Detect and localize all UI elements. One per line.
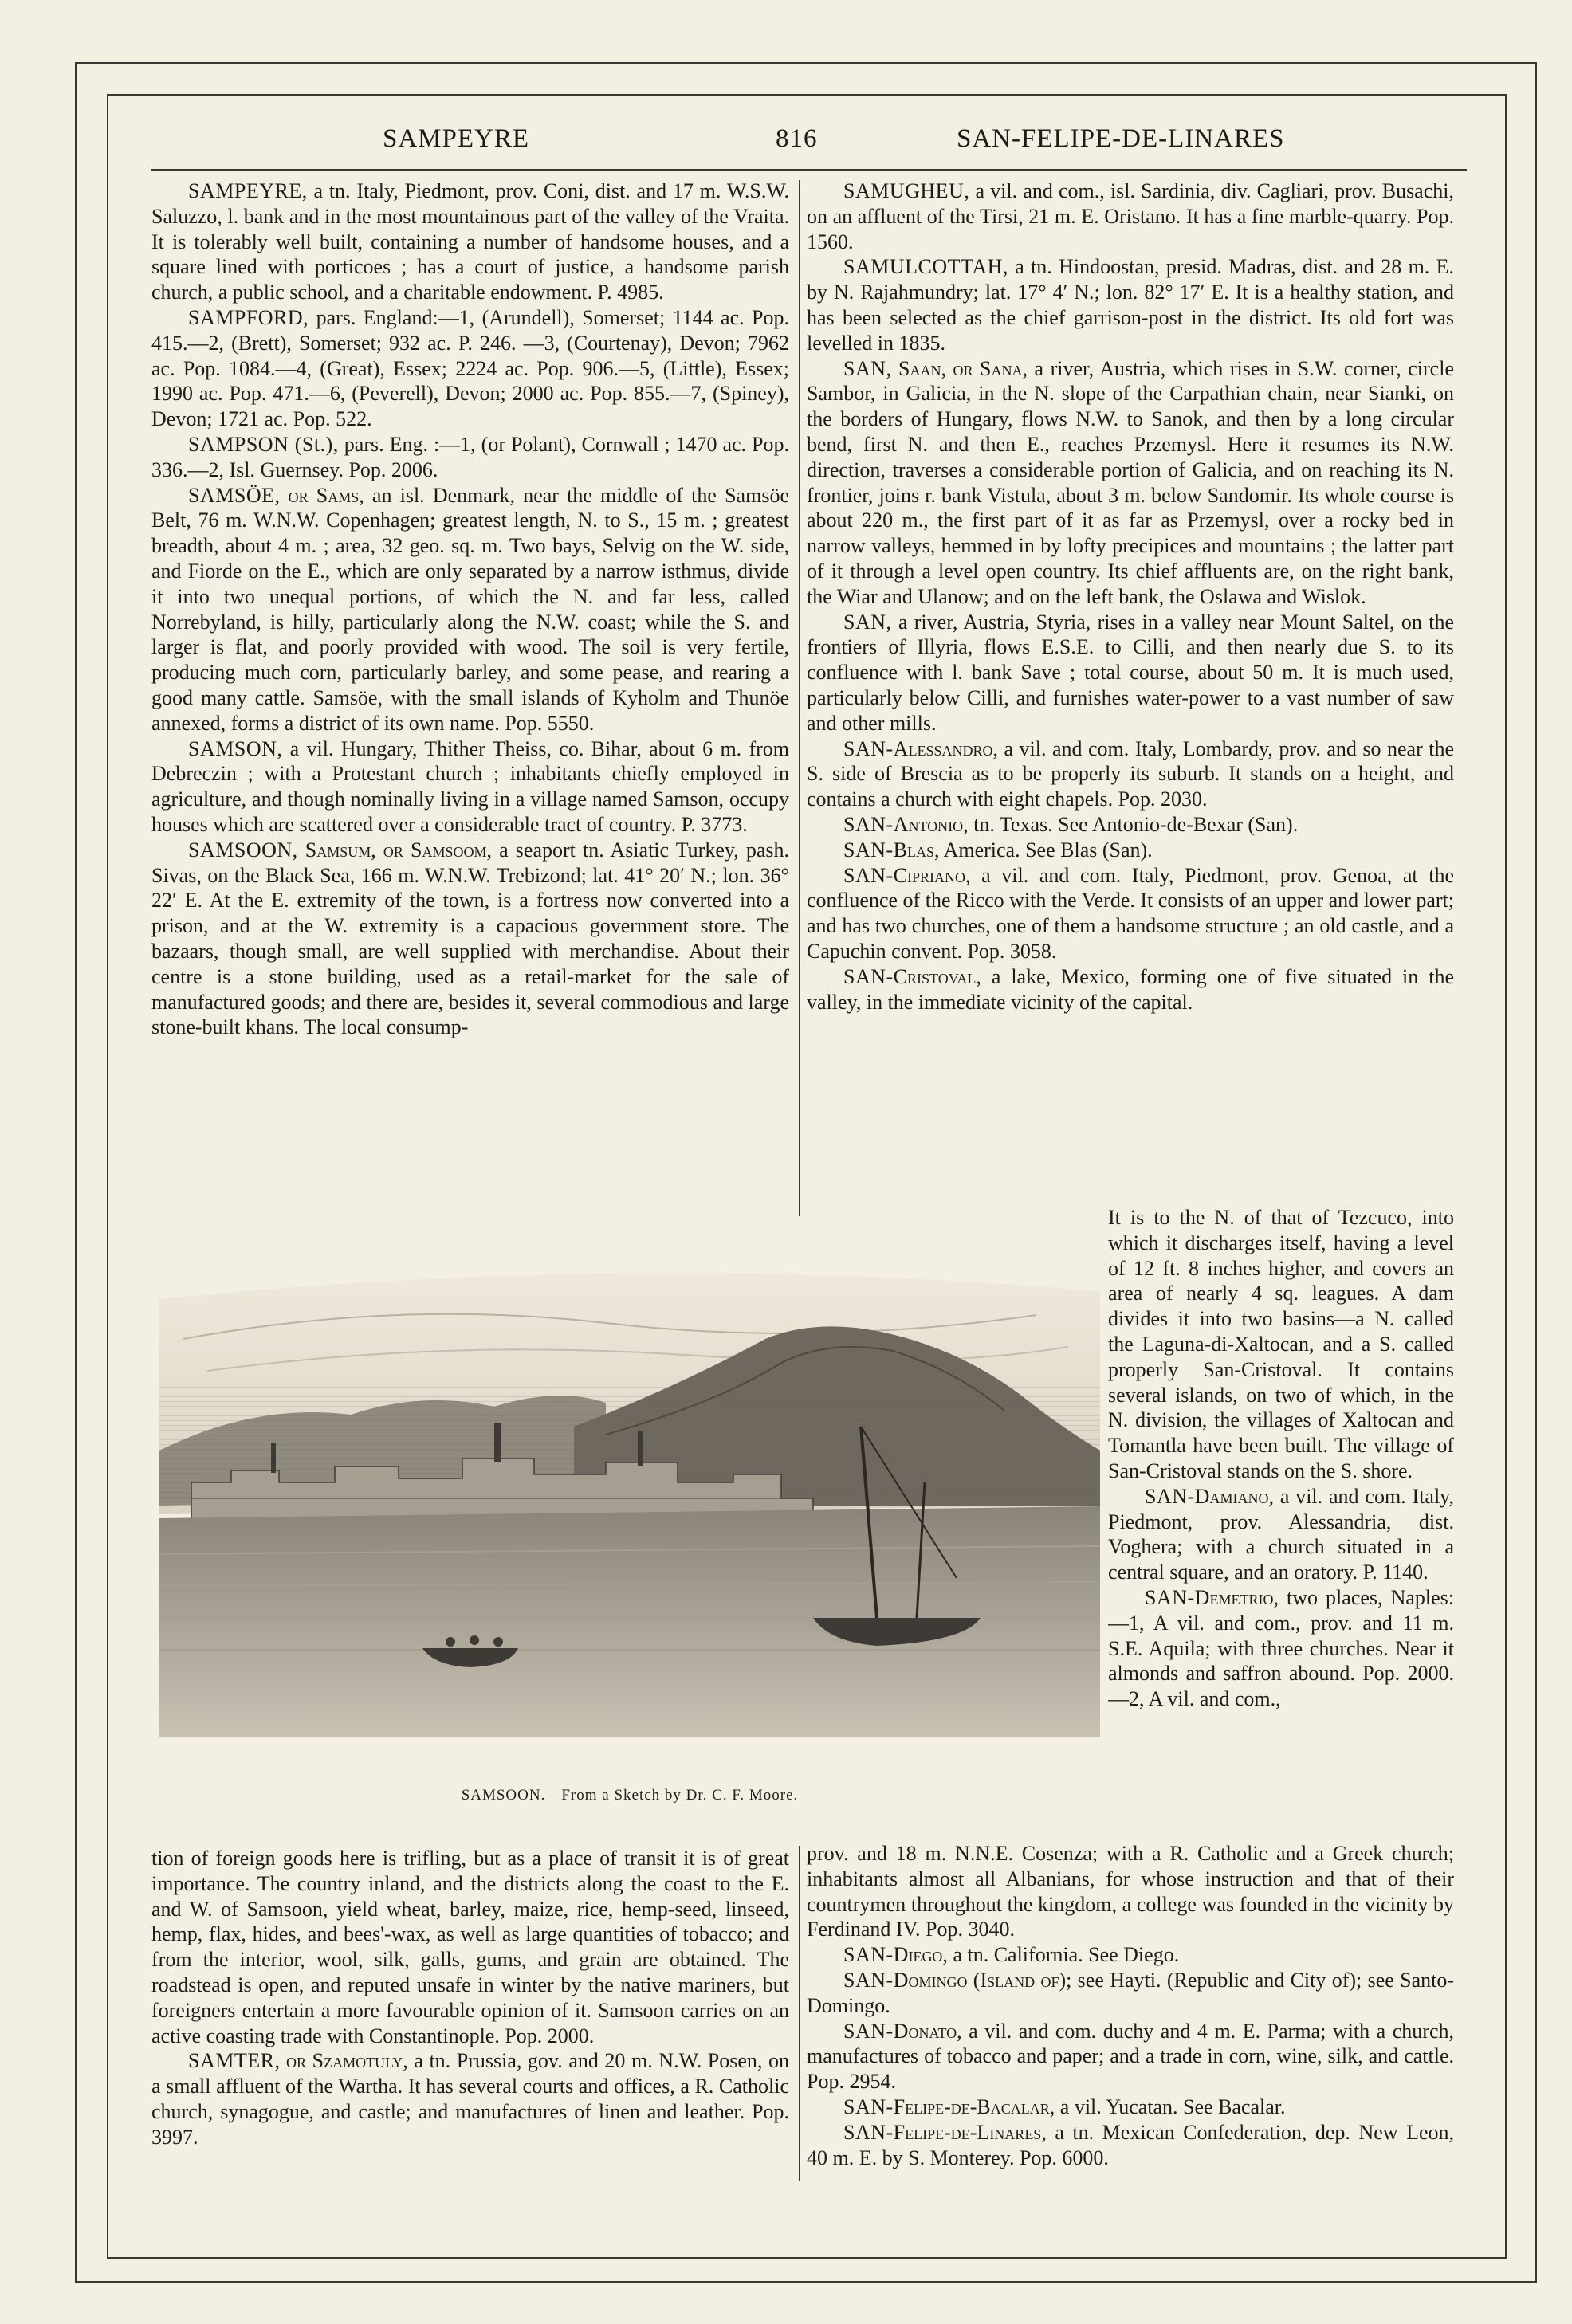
entry-text: see Hayti. (Republic and City of); see Santo-Domingo. [807, 1968, 1454, 2017]
entry-text: a vil. and com., isl. Sardinia, div. Cagliari, prov. Busachi, on an affluent of the Tirsi, 21 m. E. Oristano. It has a fine marble-quarry. Pop. 1560. [807, 179, 1454, 253]
entry-text: a vil. Hungary, Thither Theiss, co. Bihar, about 6 m. from Debreczin ; with a Protestant church ; inhabitants chiefly employed in agriculture, and though nominally living in a village named Samson, occupy houses which are scattered over a considerable tract of country. P. 3773. [151, 736, 789, 836]
entry-samulcottah [807, 254, 1454, 355]
column-divider-bottom [799, 1846, 800, 2181]
entry-text: two places, Naples:—1, A vil. and com., prov. and 11 m. S.E. Aquila; with three churches. Near it almonds and saffron abound. Pop. 2000.—2, A vil. and com., [1108, 1585, 1454, 1711]
right-column-wrap [1108, 1205, 1454, 1835]
page-number: 816 [776, 124, 818, 153]
entry-text: pars. Eng. :—1, (or Polant), Cornwall ; 1470 ac. Pop. 336.—2, Isl. Guernsey. Pop. 2006. [151, 432, 789, 481]
entry-san-river-styria [807, 610, 1454, 736]
headword: SAN- [843, 964, 894, 988]
entry-san-antonio [807, 812, 1454, 838]
headword: SAN- [843, 2120, 894, 2144]
entry-san-blas [807, 838, 1454, 863]
entry-san-damiano [1108, 1484, 1454, 1585]
samsoon-illustration [159, 1243, 1100, 1737]
entry-san-river-galicia [807, 356, 1454, 610]
headword: SAMPEYRE, [188, 179, 308, 202]
entry-san-cristoval [807, 964, 1454, 1015]
right-column-top [807, 179, 1454, 1203]
header-left-term: SAMPEYRE [383, 124, 530, 153]
variant-name: Damiano, [1194, 1484, 1274, 1508]
left-column-bottom [151, 1846, 789, 2181]
entry-text: a river, Austria, Styria, rises in a valley near Mount Saltel, on the frontiers of Illyria, flows E.S.E. to Cilli, and then nearly due S. to its confluence with l. bank Save ; total course, about 50 m. It is much used, particularly below Cilli, and furnishes water-power to a vast number of saw and other mills. [807, 610, 1454, 735]
headword: SAMSOON, [188, 838, 298, 862]
variant-name: or Sams, [280, 483, 364, 507]
entry-samson [151, 736, 789, 838]
left-column-top [151, 179, 789, 1215]
variant-name: Cipriano, [893, 863, 971, 887]
entry-text: a tn. Italy, Piedmont, prov. Coni, dist. and 17 m. W.S.W. Saluzzo, l. bank and in the most mountainous part of the valley of the Vraita. It is tolerably well built, containing a number of handsome houses, and a square lined with porticoes ; has a court of justice, a handsome parish church, a public school, and a charitable endowment. P. 4985. [151, 179, 789, 304]
entry-san-domingo [807, 1968, 1454, 2019]
variant-name: Demetrio, [1194, 1585, 1279, 1609]
header-right-term: SAN-FELIPE-DE-LINARES [957, 124, 1285, 153]
entry-samter [151, 2048, 789, 2149]
headword: SAN- [1145, 1484, 1195, 1508]
entry-samsoe [151, 483, 789, 736]
entry-san-cristoval-continued: It is to the N. of that of Tezcuco, into which it discharges itself, having a level of 12 ft. 8 inches higher, and covers an area of nearly 4 sq. leagues. A dam divides it into two basins—a N. called the Laguna-di-Xaltocan, and a S. called properly San-Cristoval. It contains several islands, on two of which, in the N. division, the villages of Xaltocan and Tomantla have been built. The village of San-Cristoval stands on the S. shore. [1108, 1206, 1454, 1482]
entry-text: a vil. and com. duchy and 4 m. E. Parma; with a church, manufactures of tobacco and paper; and a trade in corn, wine, silk, and cattle. Pop. 2954. [807, 2019, 1454, 2094]
figure-caption: SAMSOON.—From a Sketch by Dr. C. F. Moore. [461, 1787, 799, 1804]
entry-text: a lake, Mexico, forming one of five situated in the valley, in the immediate vicinity of the capital. [807, 964, 1454, 1014]
headword: SAN, [843, 356, 892, 380]
headword: SAMUGHEU, [843, 179, 970, 202]
variant-name: Domingo (Island of); [893, 1968, 1072, 1992]
running-header [151, 124, 1467, 159]
right-column-bottom [807, 1841, 1454, 2184]
entry-sampeyre [151, 179, 789, 305]
entry-text: a vil. and com. Italy, Piedmont, prov. Alessandria, dist. Voghera; with a church situated in a central square, and an oratory. P. 1140. [1108, 1484, 1454, 1584]
variant-name: Cristoval, [893, 964, 981, 988]
entry-san-felipe-de-linares [807, 2120, 1454, 2171]
entry-san-demetrio [1108, 1585, 1454, 1712]
headword: SAN- [843, 838, 894, 862]
entry-text: a tn. California. See Diego. [947, 1943, 1180, 1967]
entry-samsoon-continued: tion of foreign goods here is trifling, but as a place of transit it is of great importance. The country inland, and the districts along the coast to the E. and W. of Samsoon, yield wheat, barley, maize, rice, hemp-seed, linseed, hemp, flax, hides, and bees'-wax, as well as large quantities of tobacco; and from the interior, wool, silk, galls, gums, and grain are obtained. The roadstead is open, and reputed unsafe in winter by the native mariners, but foreigners entertain a more favourable opinion of it. Samsoon carries on an active coasting trade with Constantinople. Pop. 2000. [151, 1847, 789, 2047]
entry-text: a vil. and com. Italy, Lombardy, prov. and so near the S. side of Brescia as to be properly its suburb. It stands on a height, and contains a church with eight chapels. Pop. 2030. [807, 736, 1454, 811]
headword: SAMPSON (St.), [188, 432, 339, 456]
variant-name: or Szamotuly, [280, 2049, 408, 2073]
entry-text: a vil. and com. Italy, Piedmont, prov. Genoa, at the confluence of the Ricco with the Verde. It consists of an upper and lower part; and has two churches, one of them a handsome structure ; an old castle, and a Capuchin convent. Pop. 3058. [807, 863, 1454, 963]
entry-samsoon [151, 838, 789, 1040]
entry-san-diego [807, 1942, 1454, 1968]
entry-text: a tn. Mexican Confederation, dep. New Leon, 40 m. E. by S. Monterey. Pop. 6000. [807, 2120, 1454, 2169]
headword: SAN- [1145, 1585, 1195, 1609]
entry-san-demetrio-continued: prov. and 18 m. N.N.E. Cosenza; with a R. Catholic and a Greek church; inhabitants almost all Albanians, for whose instruction and that of their countrymen throughout the kingdom, a college was founded in the vicinity by Ferdinand IV. Pop. 3040. [807, 1842, 1454, 1941]
entry-text: a vil. Yucatan. See Bacalar. [1055, 2094, 1286, 2118]
entry-san-cipriano [807, 863, 1454, 964]
entry-sampford [151, 305, 789, 432]
entry-text: a tn. Hindoostan, presid. Madras, dist. and 28 m. E. by N. Rajahmundry; lat. 17° 4′ N.; lon. 82° 17′ E. It is a healthy station, and has been selected as the chief garrison-post in the district. Its old fort was levelled in 1835. [807, 255, 1454, 355]
variant-name: Felipe-de-Linares, [893, 2120, 1047, 2144]
variant-name: Antonio, [893, 812, 969, 836]
entry-san-felipe-de-bacalar [807, 2094, 1454, 2120]
entry-text: a river, Austria, which rises in S.W. corner, circle Sambor, in Galicia, in the N. slope of the Carpathian chain, near Sianki, on the borders of Hungary, flows N.W. to Sanok, and then by a long circular bend, first N. and then E., reaches Przemysl. Here it resumes its N.W. direction, traverses a considerable portion of Galicia, and on reaching its N. frontier, joins r. bank Vistula, about 3 m. below Sandomir. Its whole course is about 220 m., the first part of it as far as Przemysl, over a rocky bed in narrow valleys, hemmed in by lofty precipices and mountains ; the latter part of it through a level open country. Its chief affluents are, on the right bank, the Wiar and Ulanow; and on the left bank, the Oslawa and Wislok. [807, 356, 1454, 608]
entry-san-donato [807, 2019, 1454, 2094]
headword: SAN- [843, 1943, 894, 1967]
variant-name: Alessandro, [893, 736, 998, 760]
headword: SAN, [843, 610, 892, 634]
header-rule [151, 169, 1467, 171]
column-divider-top [799, 180, 800, 1216]
variant-name: Blas, [893, 838, 940, 862]
headword: SAMSON, [188, 736, 283, 760]
variant-name: Samsum, or Samsoom, [297, 838, 492, 862]
entry-san-alessandro [807, 736, 1454, 812]
headword: SAMTER, [188, 2049, 281, 2073]
entry-text: a seaport tn. Asiatic Turkey, pash. Sivas, on the Black Sea, 166 m. W.N.W. Trebizond; lat. 41° 20′ N.; lon. 36° 22′ E. At the E. extremity of the town, is a fortress now converted into a prison, and at the W. extremity is a capacious government store. The bazaars, though small, are well supplied with merchandise. About their centre is a stone building, used as a retail-market for the sale of manufactured goods; and there are, besides it, several commodious and large stone-built khans. The local consump- [151, 838, 789, 1039]
variant-name: Diego, [893, 1943, 948, 1967]
headword: SAN- [843, 863, 894, 887]
entry-samugheu [807, 179, 1454, 254]
entry-text: pars. England:—1, (Arundell), Somerset; 1144 ac. Pop. 415.—2, (Brett), Somerset; 932 ac. P. 246. —3, (Courtenay), Devon; 7962 ac. Pop. 1084.—4, (Great), Essex; 2224 ac. Pop. 906.—5, (Little), Essex; 1990 ac. Pop. 471.—6, (Peverell), Devon; 2000 ac. Pop. 855.—7, (Spiney), Devon; 1721 ac. Pop. 522. [151, 305, 789, 431]
entry-text: an isl. Denmark, near the middle of the Samsöe Belt, 76 m. W.N.W. Copenhagen; greatest length, N. to S., 15 m. ; greatest breadth, about 4 m. ; area, 32 geo. sq. m. Two bays, Selvig on the W. side, and Fiorde on the E., which are only separated by a narrow isthmus, divide it into two unequal portions, of which the N. and far less, called Norrebyland, is hilly, particularly along the N.W. coast; while the S. and larger is flat, and poorly provided with wood. The soil is very fertile, producing much corn, particularly barley, and some pease, and rearing a good many cattle. Samsöe, with the small islands of Kyholm and Thunöe annexed, forms a district of its own name. Pop. 5550. [151, 483, 789, 735]
headword: SAN- [843, 2094, 894, 2118]
headword: SAMULCOTTAH, [843, 255, 1008, 279]
engraving-image [159, 1243, 1100, 1737]
headword: SAN- [843, 2019, 894, 2043]
headword: SAN- [843, 1968, 894, 1992]
headword: SAMSÖE, [188, 483, 281, 507]
entry-sampson [151, 432, 789, 483]
entry-text: tn. Texas. See Antonio-de-Bexar (San). [968, 812, 1299, 836]
headword: SAN- [843, 736, 894, 760]
variant-name: Donato, [893, 2019, 962, 2043]
headword: SAMPFORD, [188, 305, 309, 329]
variant-name: Felipe-de-Bacalar, [893, 2094, 1055, 2118]
headword: SAN- [843, 812, 894, 836]
entry-text: a tn. Prussia, gov. and 20 m. N.W. Posen, on a small affluent of the Wartha. It has several courts and offices, a R. Catholic church, synagogue, and castle; and manufactures of linen and leather. Pop. 3997. [151, 2049, 789, 2149]
entry-text: America. See Blas (San). [939, 838, 1153, 862]
variant-name: Saan, or Sana, [891, 356, 1028, 380]
